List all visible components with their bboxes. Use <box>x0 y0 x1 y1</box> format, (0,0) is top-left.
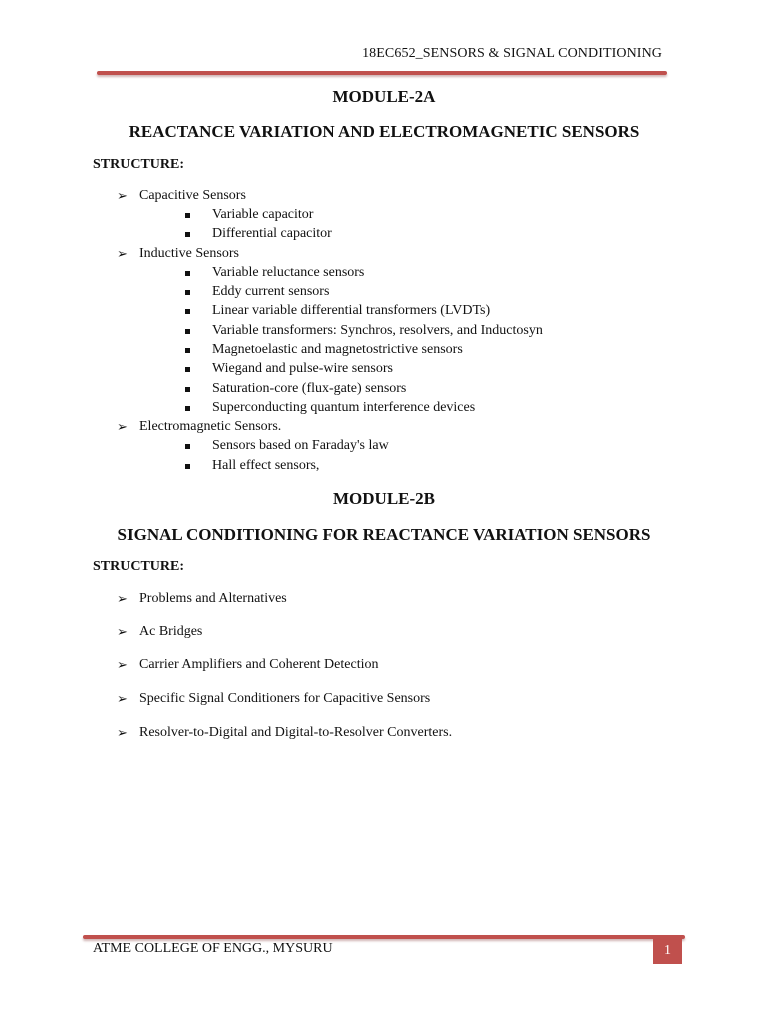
list-item-label: Variable transformers: Synchros, resolvers, and Inductosyn <box>212 323 543 338</box>
list-item-label: Specific Signal Conditioners for Capacitive Sensors <box>139 691 431 706</box>
list-item-level2 <box>185 303 490 319</box>
square-bullet-icon <box>185 444 190 449</box>
list-item-label: Hall effect sensors, <box>212 458 320 473</box>
footer-college-name: ATME COLLEGE OF ENGG., MYSURU <box>93 941 333 956</box>
list-item-label: Capacitive Sensors <box>139 188 246 203</box>
list-item-label: Superconducting quantum interference devices <box>212 400 476 415</box>
header-course-title: 18EC652_SENSORS & SIGNAL CONDITIONING <box>362 46 662 61</box>
list-item-label: Variable capacitor <box>212 207 314 222</box>
square-bullet-icon <box>185 406 190 411</box>
list-item-level2 <box>185 342 463 358</box>
module-a-title: REACTANCE VARIATION AND ELECTROMAGNETIC SENSORS <box>128 122 640 141</box>
footer-divider <box>83 935 685 939</box>
list-item-label: Variable reluctance sensors <box>212 265 365 280</box>
arrow-bullet-icon: ➢ <box>117 657 128 672</box>
list-item-level1 <box>117 624 202 640</box>
square-bullet-icon <box>185 232 190 237</box>
list-item-label: Saturation-core (flux-gate) sensors <box>212 381 407 396</box>
list-item-label: Magnetoelastic and magnetostrictive sensors <box>212 342 463 357</box>
list-item-label: Sensors based on Faraday's law <box>212 438 389 453</box>
list-item-level2 <box>185 400 475 416</box>
square-bullet-icon <box>185 290 190 295</box>
arrow-bullet-icon: ➢ <box>117 419 128 434</box>
square-bullet-icon <box>185 271 190 276</box>
square-bullet-icon <box>185 309 190 314</box>
list-item-level1 <box>117 691 430 707</box>
square-bullet-icon <box>185 329 190 334</box>
header-divider <box>97 71 667 75</box>
list-item-level2 <box>185 323 543 339</box>
module-b-structure-label: STRUCTURE: <box>93 559 185 574</box>
list-item-level1 <box>117 657 378 673</box>
list-item-level2 <box>185 381 406 397</box>
module-a-structure-label: STRUCTURE: <box>93 157 185 172</box>
list-item-level2 <box>185 284 329 300</box>
list-item-level2 <box>185 361 393 377</box>
list-item-label: Carrier Amplifiers and Coherent Detection <box>139 657 379 672</box>
square-bullet-icon <box>185 464 190 469</box>
list-item-label: Problems and Alternatives <box>139 591 287 606</box>
list-item-level1 <box>117 246 239 262</box>
list-item-label: Electromagnetic Sensors. <box>139 419 282 434</box>
module-b-title: SIGNAL CONDITIONING FOR REACTANCE VARIATION SENSORS <box>117 525 651 544</box>
list-item-level2 <box>185 458 319 474</box>
arrow-bullet-icon: ➢ <box>117 624 128 639</box>
list-item-level2 <box>185 226 332 242</box>
module-b-heading: MODULE-2B <box>333 489 435 508</box>
square-bullet-icon <box>185 348 190 353</box>
list-item-label: Inductive Sensors <box>139 246 239 261</box>
list-item-level2 <box>185 207 313 223</box>
arrow-bullet-icon: ➢ <box>117 591 128 606</box>
square-bullet-icon <box>185 387 190 392</box>
page-number-badge: 1 <box>653 937 682 964</box>
list-item-label: Differential capacitor <box>212 226 332 241</box>
list-item-level1 <box>117 419 281 435</box>
list-item-level1 <box>117 725 452 741</box>
list-item-level1 <box>117 188 246 204</box>
arrow-bullet-icon: ➢ <box>117 725 128 740</box>
list-item-label: Wiegand and pulse-wire sensors <box>212 361 393 376</box>
list-item-label: Ac Bridges <box>139 624 203 639</box>
arrow-bullet-icon: ➢ <box>117 188 128 203</box>
module-a-heading: MODULE-2A <box>332 87 436 106</box>
list-item-label: Eddy current sensors <box>212 284 330 299</box>
list-item-level1 <box>117 591 287 607</box>
arrow-bullet-icon: ➢ <box>117 246 128 261</box>
list-item-level2 <box>185 265 364 281</box>
square-bullet-icon <box>185 367 190 372</box>
list-item-label: Linear variable differential transformers (LVDTs) <box>212 303 491 318</box>
arrow-bullet-icon: ➢ <box>117 691 128 706</box>
list-item-level2 <box>185 438 389 454</box>
square-bullet-icon <box>185 213 190 218</box>
list-item-label: Resolver-to-Digital and Digital-to-Resolver Converters. <box>139 725 453 740</box>
